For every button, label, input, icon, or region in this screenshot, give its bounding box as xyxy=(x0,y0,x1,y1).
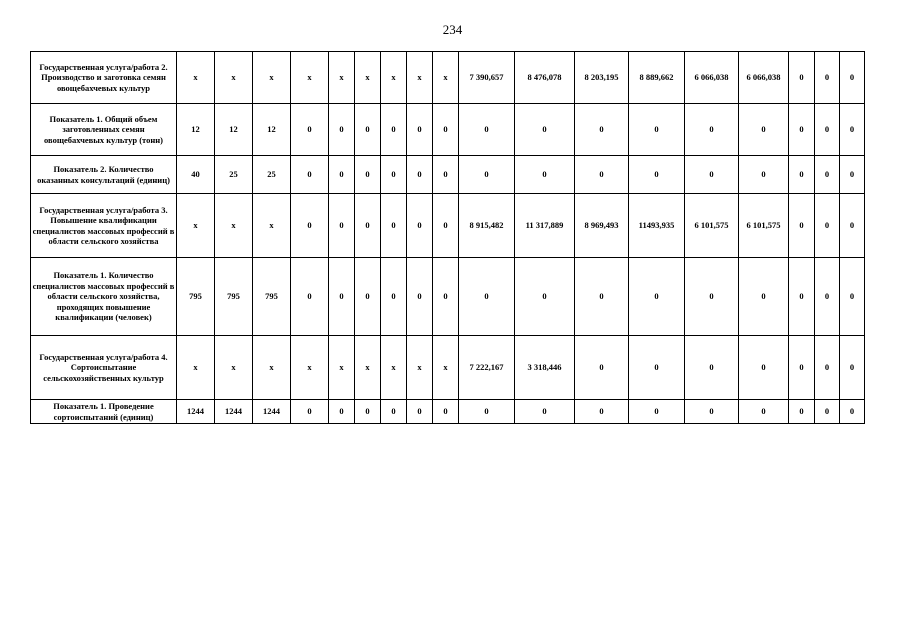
table-cell: x xyxy=(253,336,291,400)
table-cell: 0 xyxy=(815,336,840,400)
table-cell: x xyxy=(253,52,291,104)
table-cell: 0 xyxy=(291,258,329,336)
table-cell: 0 xyxy=(840,258,865,336)
table-row xyxy=(31,104,865,156)
table-cell: 0 xyxy=(355,400,381,424)
table-cell: 0 xyxy=(739,400,789,424)
table-cell: x xyxy=(329,52,355,104)
table-cell: x xyxy=(329,336,355,400)
table-cell: 8 889,662 xyxy=(629,52,685,104)
table-cell: 0 xyxy=(515,104,575,156)
table-cell: x xyxy=(215,52,253,104)
table-cell: x xyxy=(355,52,381,104)
table-row xyxy=(31,336,865,400)
table-cell: 0 xyxy=(840,52,865,104)
table-cell: 0 xyxy=(329,258,355,336)
table-cell: 0 xyxy=(459,156,515,194)
table-cell: 0 xyxy=(407,258,433,336)
table-row xyxy=(31,52,865,104)
table-cell: 11493,935 xyxy=(629,194,685,258)
row-label: Показатель 2. Количество оказанных консультаций (единиц) xyxy=(31,156,177,194)
table-cell: x xyxy=(433,336,459,400)
table-cell: 0 xyxy=(515,400,575,424)
table-cell: 40 xyxy=(177,156,215,194)
table-cell: 6 066,038 xyxy=(685,52,739,104)
page-number: 234 xyxy=(442,22,463,37)
table-cell: 795 xyxy=(215,258,253,336)
table-cell: x xyxy=(215,336,253,400)
table-cell: 0 xyxy=(291,156,329,194)
table-cell: x xyxy=(177,336,215,400)
table-cell: 0 xyxy=(381,400,407,424)
table-cell: 7 222,167 xyxy=(459,336,515,400)
table-row xyxy=(31,400,865,424)
table-cell: 0 xyxy=(381,156,407,194)
table-cell: 0 xyxy=(575,400,629,424)
table-cell: 0 xyxy=(789,104,815,156)
table-cell: 0 xyxy=(355,194,381,258)
table-cell: x xyxy=(291,52,329,104)
table-cell: 0 xyxy=(329,156,355,194)
table-cell: x xyxy=(291,336,329,400)
table-cell: 12 xyxy=(253,104,291,156)
table-cell: 0 xyxy=(840,194,865,258)
table-cell: 0 xyxy=(433,258,459,336)
table-cell: 0 xyxy=(739,258,789,336)
table-cell: 0 xyxy=(815,156,840,194)
table-cell: 6 066,038 xyxy=(739,52,789,104)
table-cell: x xyxy=(177,52,215,104)
table-cell: 0 xyxy=(815,52,840,104)
table-cell: 0 xyxy=(407,104,433,156)
table-cell: 1244 xyxy=(177,400,215,424)
table-cell: 8 476,078 xyxy=(515,52,575,104)
table-cell: 0 xyxy=(840,400,865,424)
table-row xyxy=(31,194,865,258)
table-cell: x xyxy=(407,52,433,104)
table-cell: 0 xyxy=(575,336,629,400)
table-cell: x xyxy=(355,336,381,400)
table-cell: 0 xyxy=(840,336,865,400)
table-cell: 0 xyxy=(815,258,840,336)
table-cell: 0 xyxy=(381,104,407,156)
table-cell: 0 xyxy=(291,400,329,424)
table-cell: 0 xyxy=(685,258,739,336)
table-cell: 0 xyxy=(433,194,459,258)
table-row xyxy=(31,258,865,336)
table-cell: 0 xyxy=(629,156,685,194)
table-cell: 0 xyxy=(815,400,840,424)
table-cell: 0 xyxy=(739,336,789,400)
table-cell: 0 xyxy=(789,194,815,258)
table-cell: 0 xyxy=(329,194,355,258)
table-cell: 0 xyxy=(355,258,381,336)
table-cell: 0 xyxy=(291,194,329,258)
table-cell: 0 xyxy=(685,336,739,400)
table-cell: 0 xyxy=(433,156,459,194)
table-cell: 0 xyxy=(459,104,515,156)
table-cell: 0 xyxy=(629,400,685,424)
table-cell: 0 xyxy=(355,104,381,156)
table-cell: 0 xyxy=(459,258,515,336)
table-cell: 8 203,195 xyxy=(575,52,629,104)
table-row xyxy=(31,156,865,194)
table-cell: 25 xyxy=(253,156,291,194)
table-cell: 0 xyxy=(789,336,815,400)
table-cell: x xyxy=(215,194,253,258)
table-cell: 0 xyxy=(433,400,459,424)
table-cell: 0 xyxy=(407,156,433,194)
table-cell: x xyxy=(381,336,407,400)
table-cell: x xyxy=(177,194,215,258)
row-label: Государственная услуга/работа 4. Сортоиспытание сельскохозяйственных культур xyxy=(31,336,177,400)
table-cell: 0 xyxy=(329,400,355,424)
table-cell: 0 xyxy=(381,258,407,336)
table-cell: 0 xyxy=(739,104,789,156)
table-cell: 0 xyxy=(685,104,739,156)
table-cell: 0 xyxy=(789,156,815,194)
table-cell: 0 xyxy=(355,156,381,194)
table-cell: 0 xyxy=(629,104,685,156)
table-cell: 0 xyxy=(407,194,433,258)
table-cell: 1244 xyxy=(215,400,253,424)
table-cell: 0 xyxy=(789,400,815,424)
table-cell: 7 390,657 xyxy=(459,52,515,104)
row-label: Показатель 1. Количество специалистов массовых профессий в области сельского хозяйства, проходящих повышение квалификации (человек) xyxy=(31,258,177,336)
table-cell: 12 xyxy=(215,104,253,156)
row-label: Показатель 1. Общий объем заготовленных семян овощебахчевых культур (тонн) xyxy=(31,104,177,156)
table-cell: 0 xyxy=(840,104,865,156)
table-cell: 25 xyxy=(215,156,253,194)
table-cell: 0 xyxy=(407,400,433,424)
table-cell: 0 xyxy=(739,156,789,194)
table-cell: 0 xyxy=(575,104,629,156)
table-cell: 0 xyxy=(840,156,865,194)
table-cell: 0 xyxy=(433,104,459,156)
table-cell: 0 xyxy=(459,400,515,424)
table-cell: 6 101,575 xyxy=(685,194,739,258)
table-cell: 0 xyxy=(515,258,575,336)
table-cell: 0 xyxy=(515,156,575,194)
table-cell: x xyxy=(381,52,407,104)
table-cell: x xyxy=(433,52,459,104)
table-cell: 795 xyxy=(253,258,291,336)
table-cell: 0 xyxy=(291,104,329,156)
table-cell: 8 969,493 xyxy=(575,194,629,258)
table-cell: 1244 xyxy=(253,400,291,424)
table-cell: 0 xyxy=(815,104,840,156)
table-cell: x xyxy=(253,194,291,258)
table-cell: 0 xyxy=(575,156,629,194)
table-cell: x xyxy=(407,336,433,400)
table-cell: 8 915,482 xyxy=(459,194,515,258)
table-cell: 3 318,446 xyxy=(515,336,575,400)
table-cell: 0 xyxy=(629,258,685,336)
budget-table xyxy=(30,51,865,424)
table-cell: 0 xyxy=(629,336,685,400)
table-cell: 0 xyxy=(685,400,739,424)
row-label: Государственная услуга/работа 2. Производство и заготовка семян овощебахчевых культур xyxy=(31,52,177,104)
table-cell: 0 xyxy=(575,258,629,336)
table-cell: 0 xyxy=(789,52,815,104)
table-cell: 0 xyxy=(381,194,407,258)
table-cell: 795 xyxy=(177,258,215,336)
row-label: Показатель 1. Проведение сортоиспытаний (единиц) xyxy=(31,400,177,424)
table-cell: 0 xyxy=(789,258,815,336)
table-cell: 6 101,575 xyxy=(739,194,789,258)
table-cell: 0 xyxy=(329,104,355,156)
table-cell: 11 317,889 xyxy=(515,194,575,258)
table-cell: 0 xyxy=(685,156,739,194)
table-cell: 12 xyxy=(177,104,215,156)
table-cell: 0 xyxy=(815,194,840,258)
row-label: Государственная услуга/работа 3. Повышение квалификации специалистов массовых профессий в области сельского хозяйства xyxy=(31,194,177,258)
